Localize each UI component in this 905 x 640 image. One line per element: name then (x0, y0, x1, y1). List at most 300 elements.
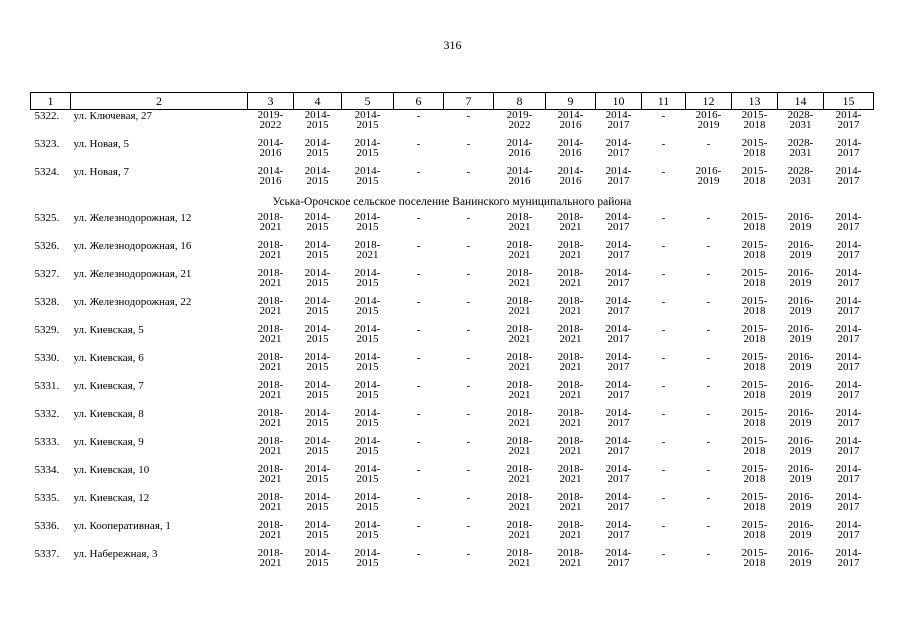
period-text: 2016- (787, 351, 814, 363)
period-cell (596, 520, 642, 548)
row-number: 5329. (34, 324, 60, 336)
period-text: 2021 (508, 529, 531, 541)
period-text: 2015- (741, 463, 768, 475)
period-cell (342, 296, 394, 324)
period-text: 2015- (741, 239, 768, 251)
period-text: 2021 (508, 333, 531, 345)
period-text: 2031 (789, 119, 812, 131)
period-cell (732, 324, 778, 352)
period-cell (294, 166, 342, 194)
period-cell (778, 296, 824, 324)
table-row (31, 110, 874, 139)
period-cell (732, 110, 778, 139)
period-text: 2018- (257, 407, 284, 419)
period-text: 2021 (559, 277, 582, 289)
period-text: 2018- (506, 463, 533, 475)
period-text: 2017 (837, 501, 860, 513)
address-cell: ул. Железнодорожная, 21 (73, 268, 192, 280)
period-cell (342, 548, 394, 576)
period-text: - (416, 520, 421, 532)
period-text: 2015- (741, 351, 768, 363)
period-text: 2021 (508, 557, 531, 569)
period-text: 2015 (356, 175, 379, 187)
period-text: 2014- (304, 267, 331, 279)
period-cell (394, 296, 444, 324)
period-text: 2021 (559, 389, 582, 401)
period-cell (494, 352, 546, 380)
period-text: 2019- (506, 109, 533, 121)
period-text: 2019 (789, 305, 812, 317)
table-row (31, 436, 874, 464)
period-text: 2021 (259, 529, 282, 541)
table-row (31, 166, 874, 194)
period-cell (394, 138, 444, 166)
period-text: 2028- (787, 137, 814, 149)
header-cell: 15 (824, 93, 874, 110)
period-text: 2021 (559, 417, 582, 429)
period-cell (444, 380, 494, 408)
period-text: 2014- (557, 109, 584, 121)
table-row (31, 492, 874, 520)
period-cell (778, 548, 824, 576)
period-text: 2021 (259, 445, 282, 457)
address-cell: ул. Киевская, 6 (73, 352, 144, 364)
period-text: - (416, 212, 421, 224)
header-cell: 6 (394, 93, 444, 110)
period-text: 2018- (557, 435, 584, 447)
address-cell: ул. Железнодорожная, 16 (73, 240, 192, 252)
period-text: 2018 (743, 417, 766, 429)
period-cell (686, 240, 732, 268)
period-text: - (416, 408, 421, 420)
period-text: 2018- (506, 491, 533, 503)
period-cell (732, 464, 778, 492)
period-cell (294, 548, 342, 576)
period-cell (494, 296, 546, 324)
period-text: 2014- (354, 547, 381, 559)
period-text: - (416, 492, 421, 504)
period-cell (444, 268, 494, 296)
period-text: 2017 (837, 333, 860, 345)
period-text: 2018- (557, 379, 584, 391)
period-cell (394, 268, 444, 296)
period-text: 2014- (605, 239, 632, 251)
period-text: 2021 (559, 305, 582, 317)
section-title: Уська-Орочское сельское поселение Ванинского муниципального района (272, 196, 632, 208)
period-text: 2022 (508, 119, 531, 131)
period-cell (824, 324, 874, 352)
period-text: 2018- (557, 519, 584, 531)
period-cell (546, 464, 596, 492)
period-text: 2014- (304, 547, 331, 559)
period-text: 2015 (356, 221, 379, 233)
period-cell (824, 520, 874, 548)
period-text: 2015 (306, 501, 329, 513)
period-text: - (661, 166, 666, 178)
period-text: 2015 (356, 557, 379, 569)
period-text: 2018- (257, 267, 284, 279)
period-cell (342, 520, 394, 548)
table-body (31, 93, 874, 577)
period-cell (642, 464, 686, 492)
period-text: 2015- (741, 165, 768, 177)
period-cell (294, 212, 342, 240)
period-text: 2016- (787, 323, 814, 335)
period-text: - (466, 436, 471, 448)
period-text: 2017 (837, 221, 860, 233)
period-text: 2014- (835, 407, 862, 419)
period-text: 2015 (306, 417, 329, 429)
row-number: 5331. (34, 380, 60, 392)
period-text: 2021 (356, 249, 379, 261)
period-text: 2014- (835, 351, 862, 363)
period-text: - (706, 240, 711, 252)
period-cell (686, 520, 732, 548)
period-cell (248, 492, 294, 520)
period-text: 2017 (607, 389, 630, 401)
period-text: 2018- (506, 323, 533, 335)
period-text: 2015 (356, 445, 379, 457)
period-text: 2014- (354, 519, 381, 531)
period-text: - (416, 324, 421, 336)
period-text: 2021 (259, 277, 282, 289)
period-cell (686, 212, 732, 240)
period-text: 2018- (506, 295, 533, 307)
period-cell (732, 268, 778, 296)
period-cell (394, 380, 444, 408)
period-text: 2014- (605, 351, 632, 363)
period-cell (394, 408, 444, 436)
period-text: 2017 (607, 305, 630, 317)
period-cell (686, 324, 732, 352)
period-text: 2016 (559, 147, 582, 159)
period-cell (248, 380, 294, 408)
address-cell: ул. Киевская, 5 (73, 324, 144, 336)
period-text: 2021 (508, 305, 531, 317)
table-row (31, 212, 874, 240)
period-cell (394, 240, 444, 268)
period-text: 2014- (354, 491, 381, 503)
period-text: 2014- (304, 519, 331, 531)
period-text: - (416, 380, 421, 392)
period-cell (444, 408, 494, 436)
period-text: 2019 (789, 361, 812, 373)
row-number: 5330. (34, 352, 60, 364)
period-text: 2019 (789, 501, 812, 513)
period-text: 2017 (837, 389, 860, 401)
address-cell: ул. Железнодорожная, 12 (73, 212, 192, 224)
period-text: 2014- (304, 109, 331, 121)
period-text: 2015- (741, 519, 768, 531)
period-text: 2015- (741, 295, 768, 307)
period-cell (642, 212, 686, 240)
period-cell (642, 548, 686, 576)
period-text: 2014- (304, 435, 331, 447)
period-cell (394, 110, 444, 139)
period-text: - (706, 296, 711, 308)
period-cell (494, 436, 546, 464)
period-text: - (416, 548, 421, 560)
period-cell (546, 268, 596, 296)
period-text: - (661, 296, 666, 308)
period-text: - (466, 240, 471, 252)
row-number: 5328. (34, 296, 60, 308)
period-text: 2019 (789, 445, 812, 457)
table-row (31, 138, 874, 166)
period-text: 2019 (697, 175, 720, 187)
period-cell (342, 212, 394, 240)
period-text: 2014- (605, 519, 632, 531)
period-text: 2014- (835, 463, 862, 475)
period-text: 2015- (741, 137, 768, 149)
period-cell (732, 212, 778, 240)
period-cell (596, 548, 642, 576)
header-cell: 12 (686, 93, 732, 110)
period-cell (248, 408, 294, 436)
schedule-table (30, 92, 874, 576)
address-cell: ул. Набережная, 3 (73, 548, 158, 560)
period-text: - (416, 268, 421, 280)
period-cell (596, 324, 642, 352)
period-text: 2018- (506, 239, 533, 251)
period-text: 2017 (607, 249, 630, 261)
period-cell (596, 138, 642, 166)
period-cell (546, 408, 596, 436)
period-text: 2018- (557, 239, 584, 251)
period-cell (294, 110, 342, 139)
period-text: 2014- (257, 137, 284, 149)
period-cell (732, 296, 778, 324)
address-cell: ул. Киевская, 12 (73, 492, 150, 504)
table-row (31, 352, 874, 380)
period-text: 2017 (607, 557, 630, 569)
address-cell: ул. Киевская, 8 (73, 408, 144, 420)
period-text: 2018- (257, 491, 284, 503)
period-cell (824, 380, 874, 408)
period-text: 2015- (741, 267, 768, 279)
period-cell (642, 492, 686, 520)
table-row (31, 380, 874, 408)
period-cell (248, 110, 294, 139)
period-text: 2021 (259, 333, 282, 345)
period-cell (248, 352, 294, 380)
period-cell (444, 352, 494, 380)
period-cell (686, 296, 732, 324)
address-cell: ул. Киевская, 7 (73, 380, 144, 392)
period-text: 2015 (356, 119, 379, 131)
period-text: 2014- (605, 267, 632, 279)
period-cell (248, 296, 294, 324)
period-text: - (706, 352, 711, 364)
period-text: 2021 (259, 473, 282, 485)
period-cell (778, 212, 824, 240)
period-cell (686, 138, 732, 166)
address-cell: ул. Новая, 7 (73, 166, 129, 178)
period-cell (596, 492, 642, 520)
period-text: 2014- (257, 165, 284, 177)
period-text: 2018- (557, 407, 584, 419)
table-row (31, 408, 874, 436)
period-text: 2018 (743, 501, 766, 513)
period-text: 2014- (835, 165, 862, 177)
period-cell (732, 166, 778, 194)
period-text: 2015 (306, 389, 329, 401)
period-cell (546, 212, 596, 240)
period-cell (824, 548, 874, 576)
period-cell (546, 492, 596, 520)
period-text: - (466, 296, 471, 308)
period-text: 2018- (257, 239, 284, 251)
period-text: 2014- (605, 165, 632, 177)
period-text: 2018 (743, 119, 766, 131)
period-text: 2019 (789, 417, 812, 429)
period-cell (546, 436, 596, 464)
period-text: 2021 (508, 221, 531, 233)
period-text: 2014- (506, 137, 533, 149)
period-text: 2015 (306, 249, 329, 261)
period-text: 2015 (306, 333, 329, 345)
header-cell: 13 (732, 93, 778, 110)
period-text: 2018- (257, 379, 284, 391)
period-text: 2018 (743, 445, 766, 457)
period-text: - (706, 548, 711, 560)
period-cell (596, 464, 642, 492)
period-text: - (661, 324, 666, 336)
period-text: 2021 (508, 473, 531, 485)
period-cell (494, 268, 546, 296)
period-text: 2014- (605, 323, 632, 335)
period-cell (732, 408, 778, 436)
period-text: 2017 (607, 147, 630, 159)
period-text: 2021 (259, 305, 282, 317)
period-cell (294, 380, 342, 408)
period-text: 2015 (356, 501, 379, 513)
period-cell (494, 212, 546, 240)
period-text: 2017 (837, 305, 860, 317)
row-number: 5332. (34, 408, 60, 420)
table-row (31, 240, 874, 268)
period-text: 2018- (257, 463, 284, 475)
period-cell (394, 548, 444, 576)
period-text: 2018- (506, 407, 533, 419)
period-text: 2016 (508, 147, 531, 159)
period-text: 2018- (557, 267, 584, 279)
period-cell (342, 492, 394, 520)
period-text: 2016 (508, 175, 531, 187)
period-text: 2015 (356, 389, 379, 401)
period-cell (686, 268, 732, 296)
period-cell (444, 240, 494, 268)
period-text: 2015 (306, 529, 329, 541)
period-text: 2028- (787, 109, 814, 121)
period-text: 2014- (835, 519, 862, 531)
row-number: 5323. (34, 138, 60, 150)
period-cell (824, 408, 874, 436)
table-row (31, 324, 874, 352)
period-text: 2017 (607, 501, 630, 513)
period-text: - (466, 352, 471, 364)
address-cell: ул. Железнодорожная, 22 (73, 296, 192, 308)
period-text: 2019 (789, 529, 812, 541)
period-text: 2014- (354, 407, 381, 419)
period-cell (596, 166, 642, 194)
period-text: 2018 (743, 277, 766, 289)
period-cell (642, 408, 686, 436)
header-cell: 9 (546, 93, 596, 110)
period-cell (778, 324, 824, 352)
period-text: 2017 (837, 277, 860, 289)
period-cell (642, 380, 686, 408)
period-cell (394, 212, 444, 240)
period-text: 2018- (557, 491, 584, 503)
period-cell (494, 520, 546, 548)
period-text: 2021 (259, 361, 282, 373)
period-text: 2021 (559, 473, 582, 485)
period-text: 2015 (306, 119, 329, 131)
period-text: 2019 (789, 389, 812, 401)
table-row (31, 520, 874, 548)
period-cell (642, 268, 686, 296)
period-text: 2014- (835, 211, 862, 223)
period-cell (778, 166, 824, 194)
period-cell (778, 352, 824, 380)
period-text: 2016 (259, 175, 282, 187)
period-text: 2015 (356, 473, 379, 485)
period-text: 2014- (354, 435, 381, 447)
period-text: 2014- (354, 137, 381, 149)
period-cell (778, 464, 824, 492)
period-text: 2015- (741, 547, 768, 559)
period-text: - (661, 352, 666, 364)
period-text: 2018- (506, 351, 533, 363)
period-text: 2014- (605, 491, 632, 503)
period-cell (824, 240, 874, 268)
header-cell: 8 (494, 93, 546, 110)
period-text: 2017 (837, 445, 860, 457)
header-cell: 11 (642, 93, 686, 110)
period-text: 2015 (356, 147, 379, 159)
period-text: 2014- (354, 295, 381, 307)
period-text: 2018- (257, 435, 284, 447)
period-cell (686, 110, 732, 139)
period-text: 2016- (787, 379, 814, 391)
period-text: 2021 (559, 221, 582, 233)
period-text: - (706, 138, 711, 150)
period-text: 2015 (306, 361, 329, 373)
period-text: 2015- (741, 211, 768, 223)
period-cell (294, 352, 342, 380)
period-text: 2018- (257, 295, 284, 307)
period-text: 2016 (559, 175, 582, 187)
period-text: 2016- (787, 211, 814, 223)
period-text: 2018- (506, 211, 533, 223)
period-cell (778, 240, 824, 268)
period-text: - (706, 212, 711, 224)
period-cell (294, 138, 342, 166)
period-text: 2017 (607, 221, 630, 233)
period-cell (394, 464, 444, 492)
period-text: 2016 (259, 147, 282, 159)
period-cell (494, 138, 546, 166)
period-text: - (661, 380, 666, 392)
period-text: 2018- (557, 547, 584, 559)
period-cell (342, 138, 394, 166)
period-text: 2016- (787, 491, 814, 503)
period-text: - (466, 464, 471, 476)
period-cell (686, 408, 732, 436)
period-text: 2018- (506, 379, 533, 391)
period-cell (494, 408, 546, 436)
